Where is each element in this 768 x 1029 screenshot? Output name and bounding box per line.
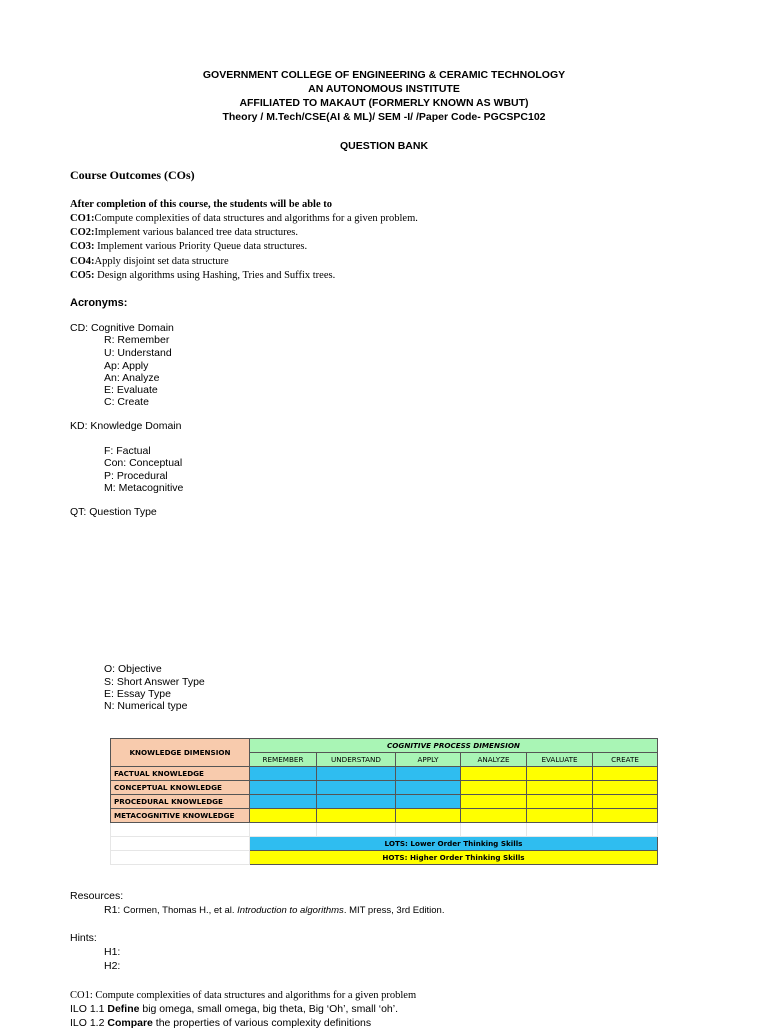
acronyms-heading: Acronyms: xyxy=(70,297,128,309)
row-label-metacognitive: METACOGNITIVE KNOWLEDGE xyxy=(111,809,250,823)
matrix-cell xyxy=(250,809,317,823)
column-header-analyze: ANALYZE xyxy=(461,753,527,767)
ilo-1-1: ILO 1.1 Define big omega, small omega, big theta, Big ‘Oh’, small ‘oh’. xyxy=(70,1003,398,1015)
doc-title: QUESTION BANK xyxy=(339,140,429,152)
matrix-cell xyxy=(250,781,317,795)
hints-heading: Hints: xyxy=(70,932,97,944)
matrix-cell xyxy=(396,795,461,809)
matrix-cell xyxy=(593,795,658,809)
matrix-cell xyxy=(396,781,461,795)
table-row xyxy=(111,837,658,851)
table-row xyxy=(111,795,658,809)
column-header-create: CREATE xyxy=(593,753,658,767)
matrix-cell xyxy=(250,795,317,809)
column-header-apply: APPLY xyxy=(396,753,461,767)
resources-heading: Resources: xyxy=(70,890,124,902)
co-item: CO3: Implement various Priority Queue data structures. xyxy=(70,241,308,252)
co-intro: After completion of this course, the students will be able to xyxy=(70,199,332,210)
row-label-conceptual: CONCEPTUAL KNOWLEDGE xyxy=(111,781,250,795)
matrix-cell xyxy=(396,767,461,781)
matrix-cell xyxy=(461,795,527,809)
institute-status: AN AUTONOMOUS INSTITUTE xyxy=(308,83,460,95)
cd-item: E: Evaluate xyxy=(104,384,158,396)
paper-info: Theory / M.Tech/CSE(AI & ML)/ SEM -I/ /Paper Code- PGCSPC102 xyxy=(222,111,546,123)
cd-item: Ap: Apply xyxy=(104,360,149,372)
table-row xyxy=(111,767,658,781)
cd-item: An: Analyze xyxy=(104,372,160,384)
course-outcomes-heading: Course Outcomes (COs) xyxy=(70,168,195,182)
kd-item: M: Metacognitive xyxy=(104,482,184,494)
column-header-evaluate: EVALUATE xyxy=(527,753,593,767)
column-header-understand: UNDERSTAND xyxy=(317,753,396,767)
qt-title: QT: Question Type xyxy=(70,506,157,518)
matrix-cell xyxy=(461,781,527,795)
hots-legend: HOTS: Higher Order Thinking Skills xyxy=(250,851,658,865)
column-header-remember: REMEMBER xyxy=(250,753,317,767)
row-label-factual: FACTUAL KNOWLEDGE xyxy=(111,767,250,781)
matrix-cell xyxy=(396,809,461,823)
matrix-cell xyxy=(461,767,527,781)
kd-title: KD: Knowledge Domain xyxy=(70,420,182,432)
kd-item: Con: Conceptual xyxy=(104,457,183,469)
matrix-cell xyxy=(317,767,396,781)
matrix-cell xyxy=(317,795,396,809)
matrix-cell xyxy=(317,781,396,795)
co-item: CO5: Design algorithms using Hashing, Tries and Suffix trees. xyxy=(70,270,336,281)
matrix-cell xyxy=(527,767,593,781)
qt-item: S: Short Answer Type xyxy=(104,676,205,688)
co-item: CO4:Apply disjoint set data structure xyxy=(70,256,229,267)
reference-r1: R1: Cormen, Thomas H., et al. Introduction to algorithms. MIT press, 3rd Edition. xyxy=(104,904,445,916)
table-row xyxy=(111,809,658,823)
matrix-cell xyxy=(317,809,396,823)
taxonomy-matrix xyxy=(110,738,658,865)
matrix-cell xyxy=(593,809,658,823)
cd-item: C: Create xyxy=(104,396,149,408)
row-label-procedural: PROCEDURAL KNOWLEDGE xyxy=(111,795,250,809)
table-row xyxy=(111,823,658,837)
co-item: CO1:Compute complexities of data structures and algorithms for a given problem. xyxy=(70,213,418,224)
college-name: GOVERNMENT COLLEGE OF ENGINEERING & CERAMIC TECHNOLOGY xyxy=(202,69,566,81)
table-row xyxy=(111,781,658,795)
kd-item: P: Procedural xyxy=(104,470,168,482)
ilo-1-2: ILO 1.2 Compare the properties of various complexity definitions xyxy=(70,1017,372,1029)
hint-item: H1: xyxy=(104,946,121,958)
matrix-cell xyxy=(593,781,658,795)
qt-item: N: Numerical type xyxy=(104,700,188,712)
co1-section-title: CO1: Compute complexities of data structures and algorithms for a given problem xyxy=(70,990,417,1001)
affiliation: AFFILIATED TO MAKAUT (FORMERLY KNOWN AS WBUT) xyxy=(239,97,529,109)
qt-item: E: Essay Type xyxy=(104,688,171,700)
cognitive-dimension-header: COGNITIVE PROCESS DIMENSION xyxy=(250,739,658,753)
hint-item: H2: xyxy=(104,960,121,972)
cd-item: R: Remember xyxy=(104,334,170,346)
matrix-cell xyxy=(527,795,593,809)
cd-title: CD: Cognitive Domain xyxy=(70,322,174,334)
matrix-cell xyxy=(250,767,317,781)
co-item: CO2:Implement various balanced tree data structures. xyxy=(70,227,298,238)
matrix-cell xyxy=(593,767,658,781)
matrix-cell xyxy=(527,781,593,795)
kd-item: F: Factual xyxy=(104,445,151,457)
matrix-cell xyxy=(461,809,527,823)
qt-item: O: Objective xyxy=(104,663,162,675)
table-row xyxy=(111,851,658,865)
matrix-cell xyxy=(527,809,593,823)
knowledge-dimension-header: KNOWLEDGE DIMENSION xyxy=(111,739,250,767)
lots-legend: LOTS: Lower Order Thinking Skills xyxy=(250,837,658,851)
cd-item: U: Understand xyxy=(104,347,172,359)
